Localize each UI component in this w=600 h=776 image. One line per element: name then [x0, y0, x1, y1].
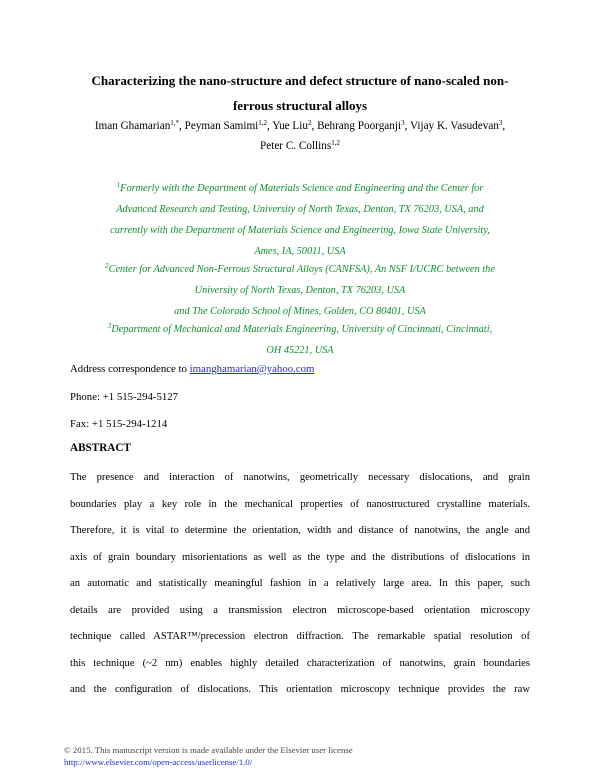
abstract-line: an automatic and statistically meaningful fashion in a relatively large area. In this paper, such [70, 578, 530, 589]
affiliation-1: $^1$Formerly with the Department of Materials Science and Engineering and the Center for Advanced Research and Testing, University of North Texas, Denton, TX 76203, USA, and currently with the Department of Materials Science and Engineering, Iowa State University, Ames, IA, 50011, USA [110, 181, 490, 257]
affiliation-2: $^2$Center for Advanced Non-Ferrous Structural Alloys (CANFSA), An NSF I/UCRC between the University of North Texas, Denton, TX 76203, USA and The Colorado School of Mines, Golden, CO 80401, USA [105, 262, 495, 317]
abstract-line: and the configuration of dislocations. This orientation microscopy technique provides the raw [70, 684, 530, 695]
abstract-line: details are provided using a transmission electron microscope-based orientation microscopy [70, 604, 530, 616]
correspondence-line [70, 361, 314, 377]
author-line-2 [60, 136, 540, 156]
author-name: Vijay K. Vasudevan [409, 120, 499, 132]
email-link[interactable]: imanghamarian@yahoo.com [189, 363, 315, 375]
affiliation-number: 3 [107, 322, 112, 330]
abstract-line: technique called ASTAR™/precession electron diffraction. The remarkable spatial resolution of [70, 631, 530, 642]
author-list [60, 116, 540, 156]
title-line-1: Characterizing the nano-structure and defect structure of nano-scaled non- [91, 73, 509, 88]
abstract-line: axis of grain boundary misorientations as well as the type and the distributions of dislocations in [70, 551, 530, 563]
author-name: Peter C. Collins [260, 140, 332, 152]
author-name: Iman Ghamarian [94, 120, 171, 132]
author-name: Yue Liu [272, 120, 308, 132]
abstract-line: The presence and interaction of nanotwins, geometrically necessary dislocations, and grain [70, 472, 530, 483]
author-affiliation-mark: 1,* [170, 119, 180, 127]
abstract-line: boundaries play a key role in the mechanical properties of nanostructured crystalline materials. [70, 498, 530, 510]
author-affiliation-mark: 2 [307, 119, 312, 127]
author-name: Behrang Poorganji [317, 120, 402, 132]
author-affiliation-mark: 3 [401, 119, 405, 127]
author-name: Peyman Samimi [184, 120, 259, 132]
license-url-link[interactable]: http://www.elsevier.com/open-access/userlicense/1.0/ [64, 757, 253, 767]
affiliation-number: 1 [116, 181, 121, 189]
license-text: © 2015. This manuscript version is made available under the Elsevier user license [64, 745, 353, 755]
paper-title [60, 68, 540, 118]
author-affiliation-mark: 3 [498, 119, 503, 127]
affiliation-3: $^3$Department of Mechanical and Materials Engineering, University of Cincinnati, Cincinnati, OH 45221, USA [107, 322, 493, 356]
abstract-body [70, 465, 530, 704]
correspondence-label: Address correspondence to [70, 363, 190, 375]
title-line-2: ferrous structural alloys [232, 98, 368, 113]
affiliation-number: 2 [105, 262, 109, 270]
fax-line: Fax: +1 515-294-1214 [70, 418, 168, 430]
author-line-1: Iman Ghamarian$^{1,*}$, Peyman Samimi$^{1,2}$, Yue Liu$^2$, Behrang Poorganji$^3$, Vijay K. Vasudevan$^3$, [94, 119, 506, 132]
license-footer [64, 744, 353, 768]
author-affiliation-mark: 1,2 [258, 119, 268, 127]
abstract-line: this technique (~2 nm) enables highly detailed characterization of nanotwins, grain boundaries [70, 657, 530, 669]
abstract-line: Therefore, it is vital to determine the orientation, width and distance of nanotwins, the angle and [70, 525, 530, 536]
phone-line: Phone: +1 515-294-5127 [70, 391, 179, 403]
author-affiliation-mark: 1,2 [331, 139, 340, 147]
abstract-heading: ABSTRACT [70, 442, 131, 454]
